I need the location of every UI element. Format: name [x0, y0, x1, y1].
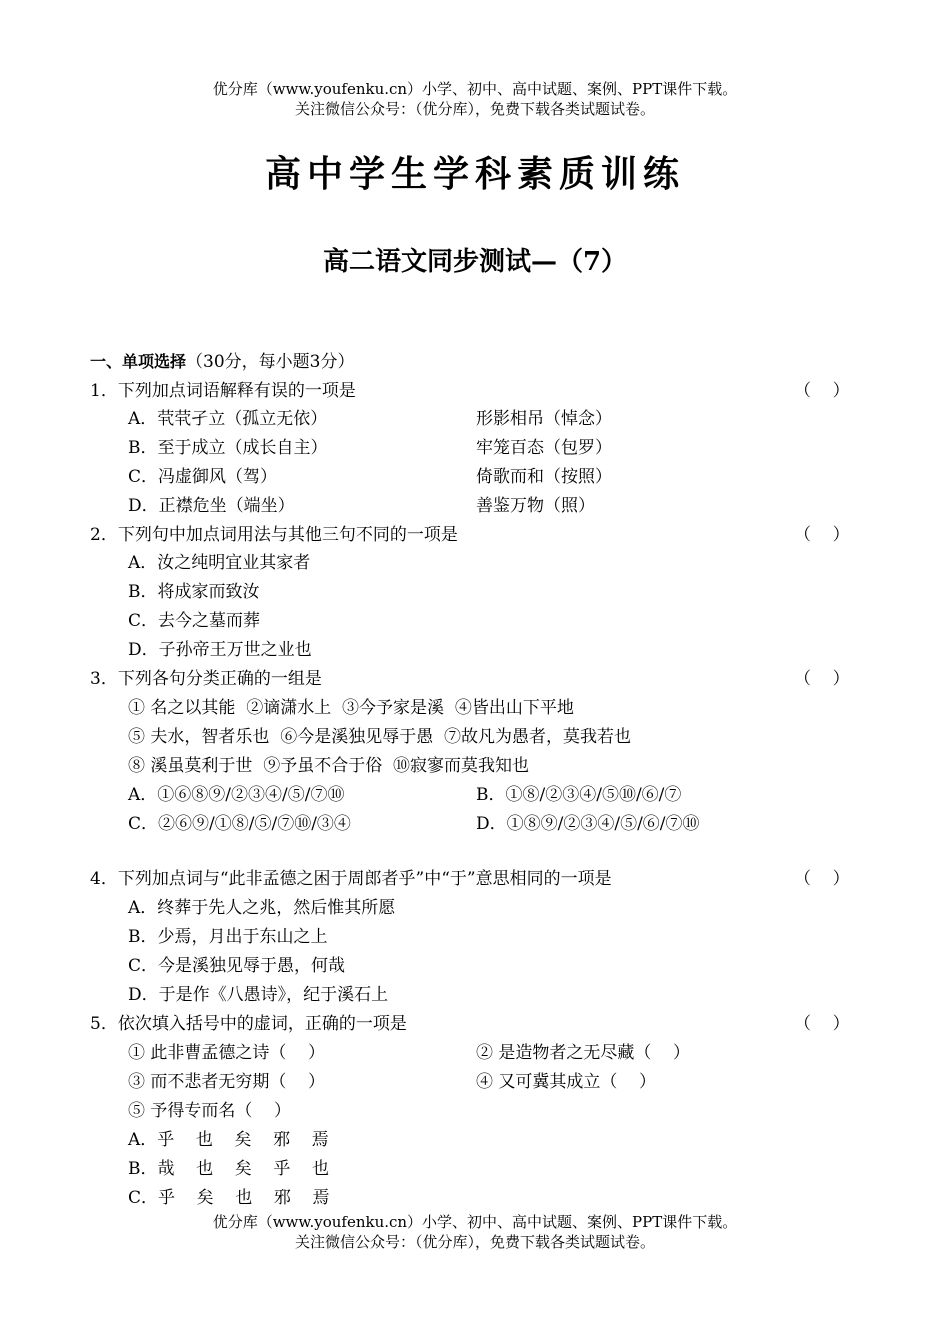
question-4-option-b: B．少焉，月出于东山之上	[128, 927, 328, 947]
question-3-option-d: D．①⑧⑨/②③④/⑤/⑥/⑦⑩	[476, 814, 700, 834]
section-heading-label: 一、单项选择	[90, 352, 187, 371]
question-3-option-c: C．②⑥⑨/①⑧/⑤/⑦⑩/③④	[128, 814, 351, 834]
section-heading	[90, 350, 354, 374]
question-1-option-c-2: 倚歌而和（按照）	[476, 467, 612, 487]
question-1-option-c: C．冯虚御风（驾）	[128, 467, 278, 487]
question-5-sentence-5: ⑤ 予得专而名（ ）	[128, 1101, 292, 1121]
question-3-option-b: B．①⑧/②③④/⑤⑩/⑥/⑦	[476, 785, 682, 805]
header-line-1: 优分库（www.youfenku.cn）小学、初中、高中试题、案例、PPT课件下载。	[212, 80, 738, 98]
question-5-option-a: A．乎 也 矣 邪 焉	[128, 1130, 329, 1150]
footer-line-1: 优分库（www.youfenku.cn）小学、初中、高中试题、案例、PPT课件下载。	[212, 1213, 738, 1231]
question-5-sentence-1: ① 此非曹孟德之诗（ ）	[128, 1043, 326, 1063]
footer-line-2: 关注微信公众号：（优分库），免费下载各类试题试卷。	[294, 1233, 655, 1251]
question-4-option-d: D．于是作《八愚诗》，纪于溪石上	[128, 985, 389, 1005]
question-2-option-d: D．子孙帝王万世之业也	[128, 640, 312, 660]
header-line-2: 关注微信公众号：（优分库），免费下载各类试题试卷。	[294, 100, 655, 118]
question-5-answer-paren: （ ）	[794, 1014, 850, 1034]
question-5-sentence-4: ④ 又可冀其成立（ ）	[476, 1072, 657, 1092]
question-5-stem: 5．依次填入括号中的虚词，正确的一项是	[90, 1014, 407, 1034]
question-3-sentences-row-2: ⑤ 夫水，智者乐也 ⑥今是溪独见辱于愚 ⑦故凡为愚者，莫我若也	[128, 727, 632, 747]
question-1-stem: 1．下列加点词语解释有误的一项是	[90, 381, 356, 401]
question-3-answer-paren: （ ）	[794, 669, 850, 689]
question-1-option-b: B．至于成立（成长自主）	[128, 438, 328, 458]
question-5-option-b: B．哉 也 矣 乎 也	[128, 1159, 329, 1179]
question-1-option-a: A．茕茕孑立（孤立无依）	[128, 409, 328, 429]
page-subtitle: 高二语文同步测试—（7）	[322, 247, 628, 277]
page-title: 高中学生学科素质训练	[264, 154, 685, 195]
question-2-stem: 2．下列句中加点词用法与其他三句不同的一项是	[90, 525, 458, 545]
question-1-option-d: D．正襟危坐（端坐）	[128, 496, 295, 516]
question-1-option-d-2: 善鉴万物（照）	[476, 496, 595, 516]
question-1-answer-paren: （ ）	[794, 381, 850, 401]
question-2-option-c: C．去今之墓而葬	[128, 611, 261, 631]
question-4-option-a: A．终葬于先人之兆，然后惟其所愿	[128, 898, 396, 918]
section-score-note: （30分，每小题3分）	[186, 352, 355, 372]
question-5-option-c: C．乎 矣 也 邪 焉	[128, 1188, 330, 1208]
question-4-stem: 4．下列加点词与“此非孟德之困于周郎者乎”中“于”意思相同的一项是	[90, 869, 612, 889]
question-4-answer-paren: （ ）	[794, 869, 850, 889]
question-2-answer-paren: （ ）	[794, 525, 850, 545]
question-3-sentences-row-1: ① 名之以其能 ②谪潇水上 ③今予家是溪 ④皆出山下平地	[128, 698, 574, 718]
question-1-option-a-2: 形影相吊（悼念）	[476, 409, 612, 429]
question-3-sentences-row-3: ⑧ 溪虽莫利于世 ⑨予虽不合于俗 ⑩寂寥而莫我知也	[128, 756, 530, 776]
question-3-option-a: A．①⑥⑧⑨/②③④/⑤/⑦⑩	[128, 785, 345, 805]
question-2-option-b: B．将成家而致汝	[128, 582, 260, 602]
question-1-option-b-2: 牢笼百态（包罗）	[476, 438, 612, 458]
question-3-stem: 3．下列各句分类正确的一组是	[90, 669, 322, 689]
question-2-option-a: A．汝之纯明宜业其家者	[128, 553, 311, 573]
question-5-sentence-3: ③ 而不悲者无穷期（ ）	[128, 1072, 326, 1092]
question-5-sentence-2: ② 是造物者之无尽藏（ ）	[476, 1043, 691, 1063]
question-4-option-c: C．今是溪独见辱于愚，何哉	[128, 956, 346, 976]
